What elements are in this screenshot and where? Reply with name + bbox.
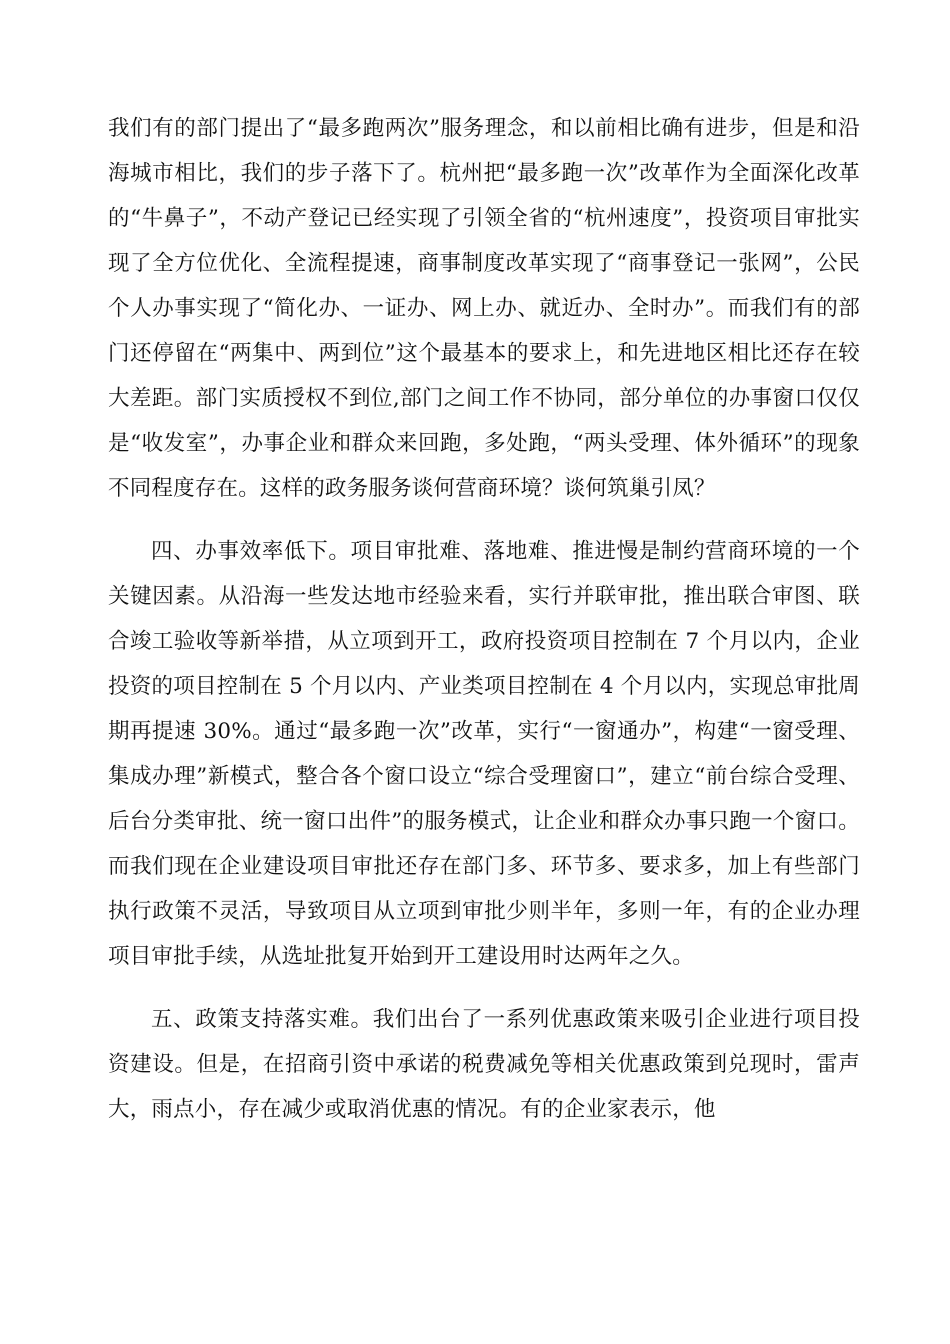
document-body [108,106,860,1132]
paragraph-policy-support: 五、政策支持落实难。我们出台了一系列优惠政策来吸引企业进行项目投资建设。但是，在招商引资中承诺的税费减免等相关优惠政策到兑现时，雷声大，雨点小，存在减少或取消优惠的情况。有的企业家表示，他 [108,1007,860,1122]
paragraph-service-concept: 我们有的部门提出了“最多跑两次”服务理念，和以前相比确有进步，但是和沿海城市相比，我们的步子落下了。杭州把“最多跑一次”改革作为全面深化改革的“牛鼻子”，不动产登记已经实现了引领全省的“杭州速度”，投资项目审批实现了全方位优化、全流程提速，商事制度改革实现了“商事登记一张网”，公民个人办事实现了“简化办、一证办、网上办、就近办、全时办”。而我们有的部门还停留在“两集中、两到位”这个最基本的要求上，和先进地区相比还存在较大差距。部门实质授权不到位,部门之间工作不协同，部分单位的办事窗口仅仅是“收发室”，办事企业和群众来回跑，多处跑，“两头受理、体外循环”的现象不同程度存在。这样的政务服务谈何营商环境？谈何筑巢引凤？ [108,116,860,501]
paragraph-efficiency: 四、办事效率低下。项目审批难、落地难、推进慢是制约营商环境的一个关键因素。从沿海一些发达地市经验来看，实行并联审批，推出联合审图、联合竣工验收等新举措，从立项到开工，政府投资项目控制在 7 个月以内，企业投资的项目控制在 5 个月以内、产业类项目控制在 4 个月以内，实现总审批周期再提速 30%。通过“最多跑一次”改革，实行“一窗通办”，构建“一窗受理、集成办理”新模式，整合各个窗口设立“综合受理窗口”，建立“前台综合受理、后台分类审批、统一窗口出件”的服务模式，让企业和群众办事只跑一个窗口。而我们现在企业建设项目审批还存在部门多、环节多、要求多，加上有些部门执行政策不灵活，导致项目从立项到审批少则半年，多则一年，有的企业办理项目审批手续，从选址批复开始到开工建设用时达两年之久。 [108,539,860,969]
